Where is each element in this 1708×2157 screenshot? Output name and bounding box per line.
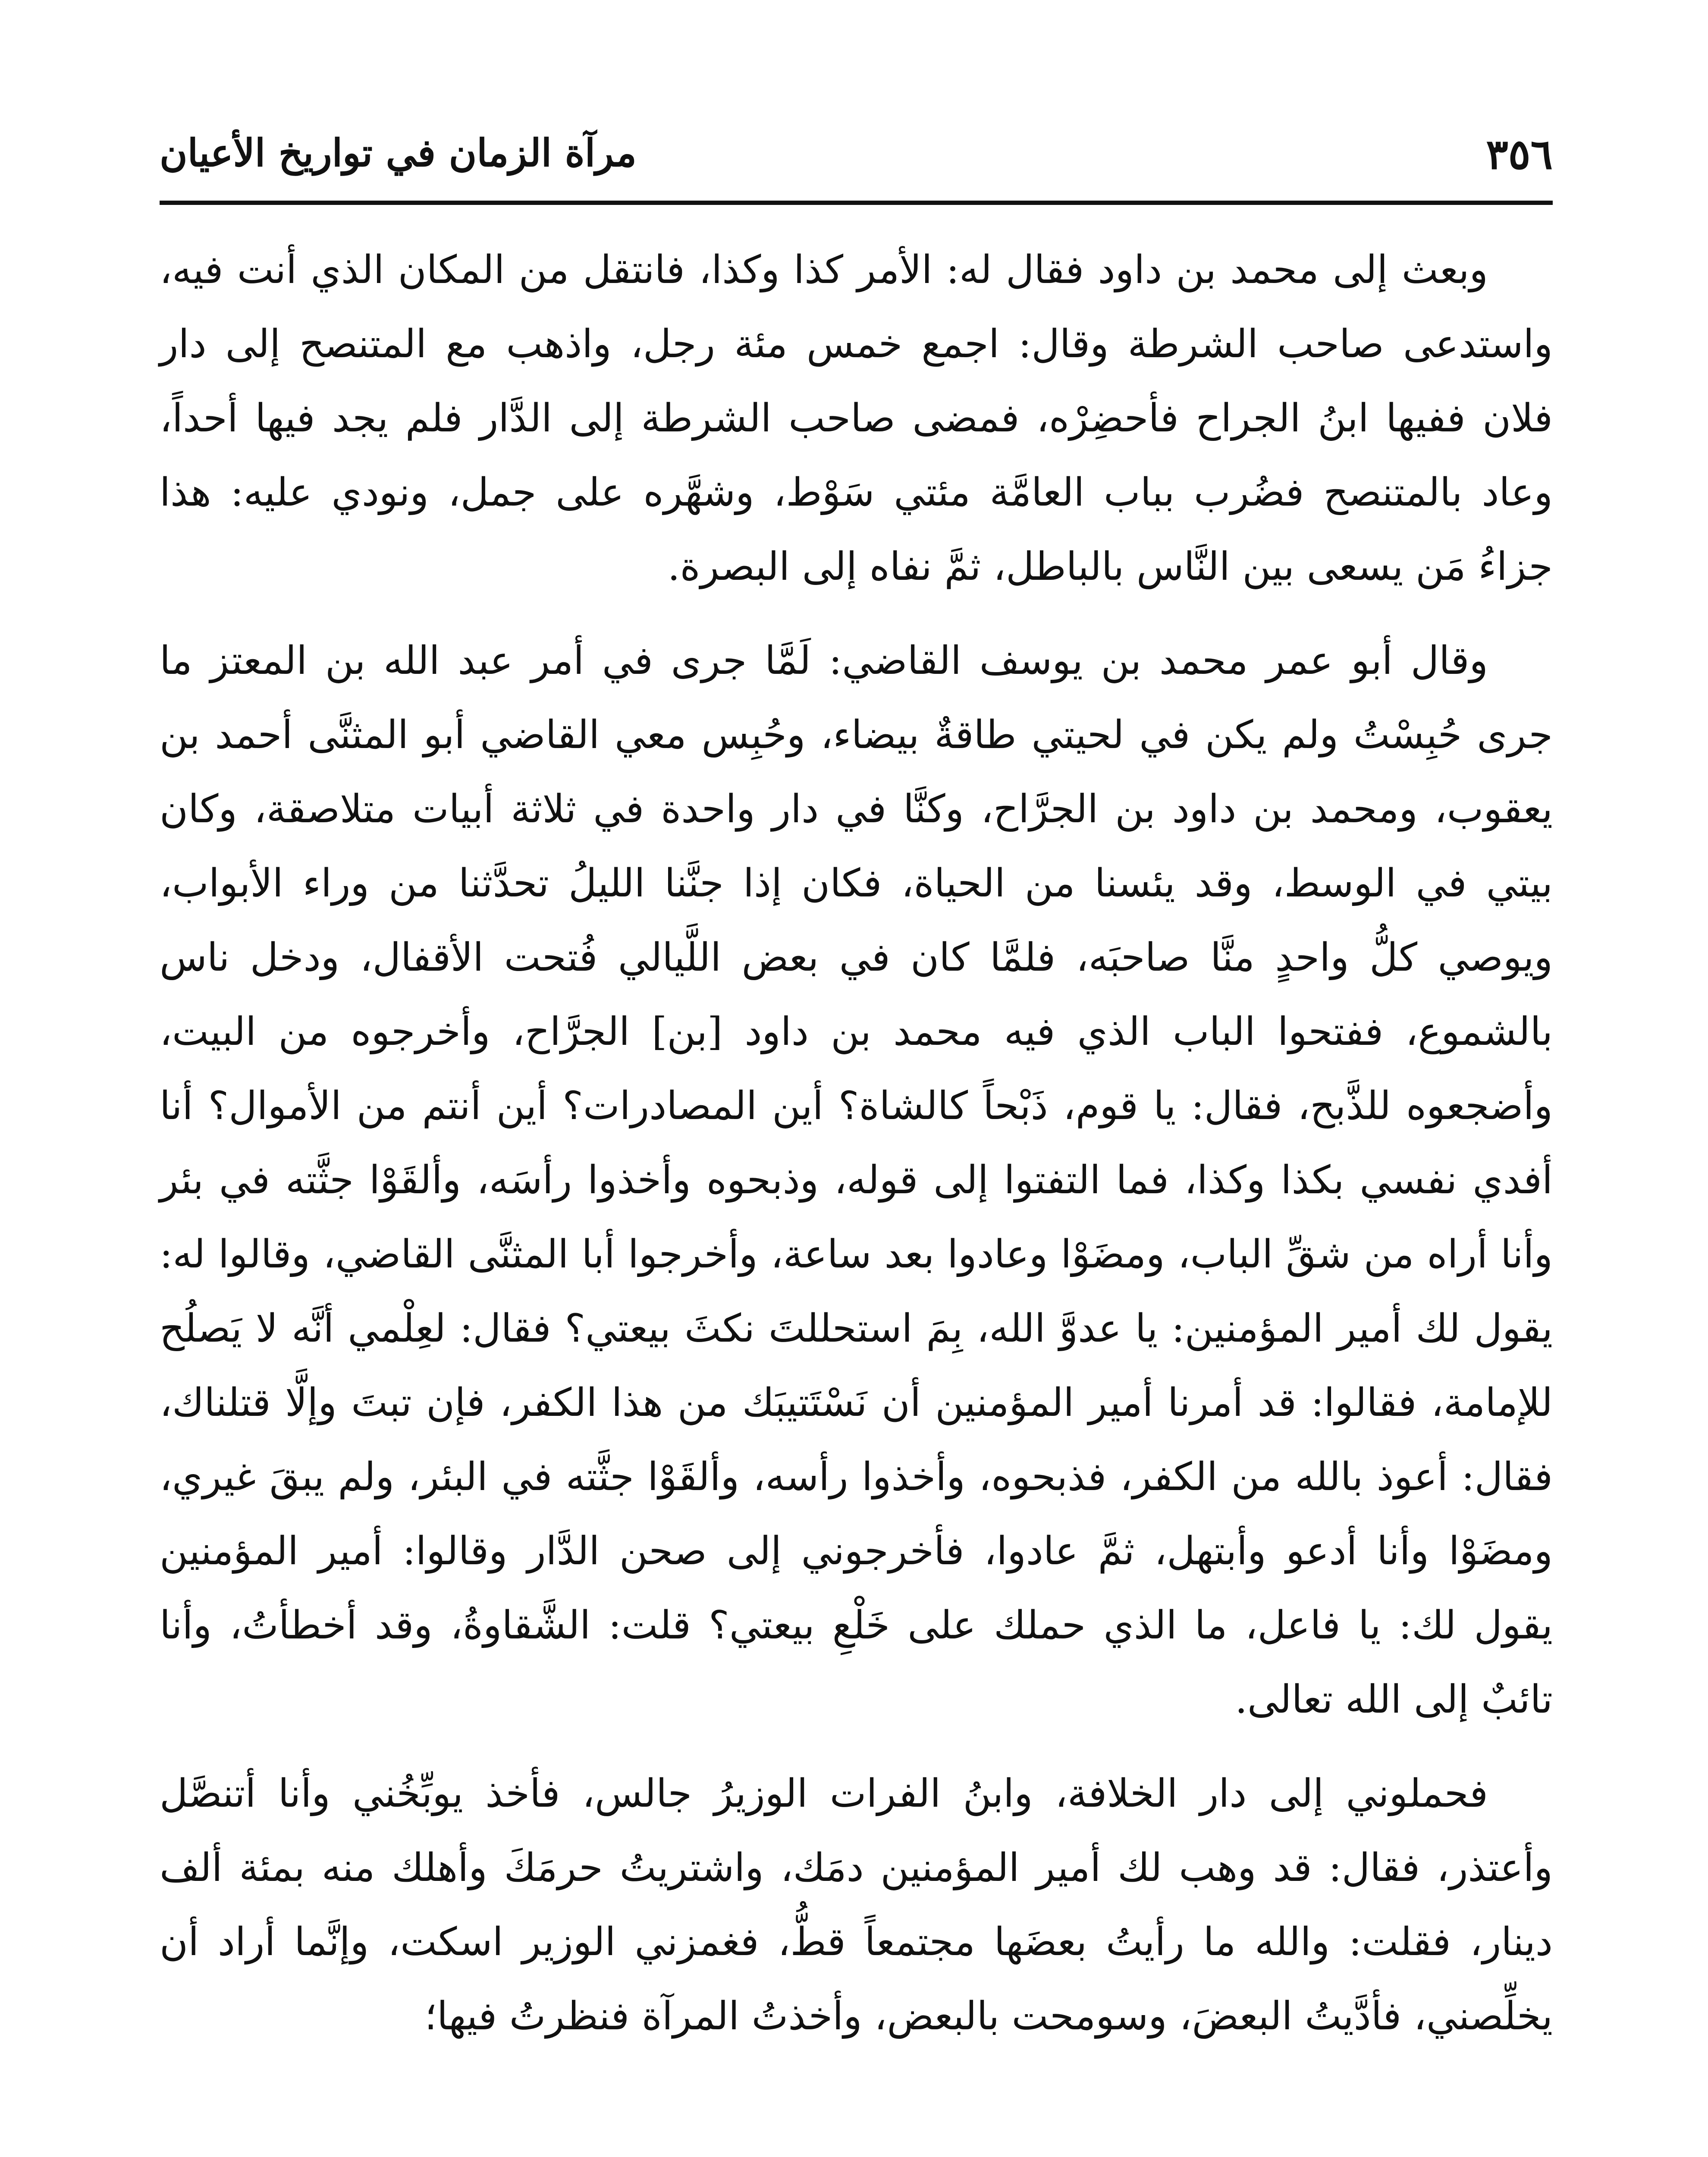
page-header <box>160 125 1553 194</box>
header-rule <box>160 201 1553 205</box>
paragraph-1: وبعث إلى محمد بن داود فقال له: الأمر كذا وكذا، فانتقل من المكان الذي أنت فيه، واستدعى صاحب الشرطة وقال: اجمع خمس مئة رجل، واذهب مع المتنصح إلى دار فلان ففيها ابنُ الجراح فأحضِرْه، فمضى صاحب الشرطة إلى الدَّار فلم يجد فيها أحداً، وعاد بالمتنصح فضُرب بباب العامَّة مئتي سَوْط، وشهَّره على جمل، ونودي عليه: هذا جزاءُ مَن يسعى بين النَّاس بالباطل، ثمَّ نفاه إلى البصرة. <box>160 247 1553 589</box>
running-title: مرآة الزمان في تواريخ الأعيان <box>160 130 637 175</box>
paragraph-3: فحملوني إلى دار الخلافة، وابنُ الفرات الوزيرُ جالس، فأخذ يوبِّخُني وأنا أتنصَّل وأعتذر، فقال: قد وهب لك أمير المؤمنين دمَك، واشتريتُ حرمَكَ وأهلك منه بمئة ألف دينار، فقلت: والله ما رأيتُ بعضَها مجتمعاً قطُّ، فغمزني الوزير اسكت، وإنَّما أراد أن يخلِّصني، فأدَّيتُ البعضَ، وسومحت بالبعض، وأخذتُ المرآة فنظرتُ فيها؛ <box>160 1771 1553 2039</box>
paragraph-2: وقال أبو عمر محمد بن يوسف القاضي: لَمَّا جرى في أمر عبد الله بن المعتز ما جرى حُبِسْتُ ولم يكن في لحيتي طاقةٌ بيضاء، وحُبِس معي القاضي أبو المثنَّى أحمد بن يعقوب، ومحمد بن داود بن الجرَّاح، وكنَّا في دار واحدة في ثلاثة أبيات متلاصقة، وكان بيتي في الوسط، وقد يئسنا من الحياة، فكان إذا جنَّنا الليلُ تحدَّثنا من وراء الأبواب، ويوصي كلُّ واحدٍ منَّا صاحبَه، فلمَّا كان في بعض اللَّيالي فُتحت الأقفال، ودخل ناس بالشموع، ففتحوا الباب الذي فيه محمد بن داود [بن] الجرَّاح، وأخرجوه من البيت، وأضجعوه للذَّبح، فقال: يا قوم، ذَبْحاً كالشاة؟ أين المصادرات؟ أين أنتم من الأموال؟ أنا أفدي نفسي بكذا وكذا، فما التفتوا إلى قوله، وذبحوه وأخذوا رأسَه، وألقَوْا جثَّته في بئر وأنا أراه من شقِّ الباب، ومضَوْا وعادوا بعد ساعة، وأخرجوا أبا المثنَّى القاضي، وقالوا له: يقول لك أمير المؤمنين: يا عدوَّ الله، بِمَ استحللتَ نكثَ بيعتي؟ فقال: لعِلْمي أنَّه لا يَصلُح للإمامة، فقالوا: قد أمرنا أمير المؤمنين أن نَسْتَتيبَك من هذا الكفر، فإن تبتَ وإلَّا قتلناك، فقال: أعوذ بالله من الكفر، فذبحوه، وأخذوا رأسه، وألقَوْا جثَّته في البئر، ولم يبقَ غيري، ومضَوْا وأنا أدعو وأبتهل، ثمَّ عادوا، فأخرجوني إلى صحن الدَّار وقالوا: أمير المؤمنين يقول لك: يا فاعل، ما الذي حملك على خَلْعِ بيعتي؟ قلت: الشَّقاوةُ، وقد أخطأتُ، وأنا تائبٌ إلى الله تعالى. <box>160 638 1553 1722</box>
page-number: ٣٥٦ <box>1486 130 1553 179</box>
page-body <box>160 233 1553 2073</box>
